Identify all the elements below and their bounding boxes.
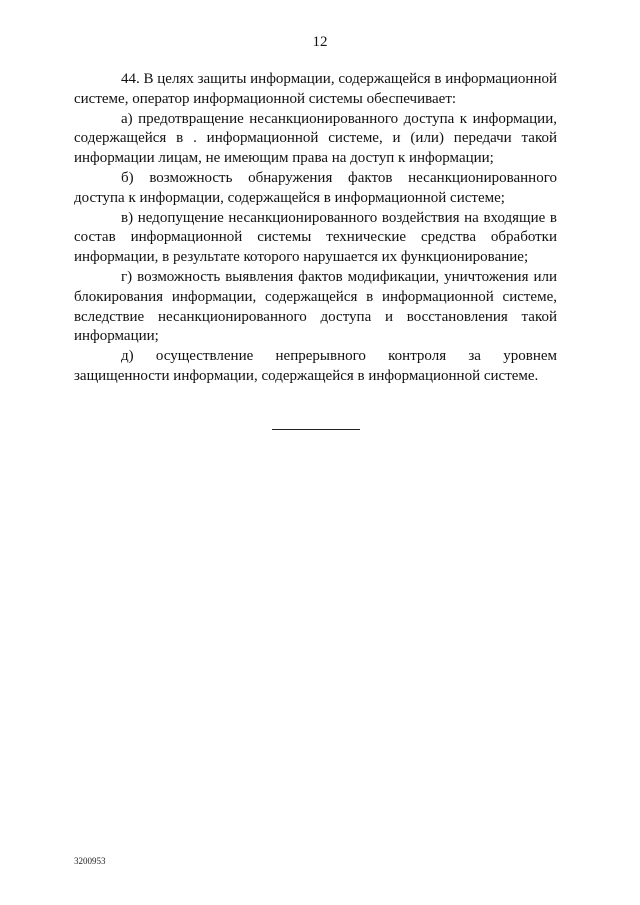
paragraph-item-b: б) возможность обнаружения фактов несанкционированного доступа к информации, содержащейся в информационной системе; (74, 169, 557, 206)
paragraph-item-v: в) недопущение несанкционированного воздействия на входящие в состав информационной системы технические средства обработки информации, в результате которого нарушается их функционирование; (74, 209, 557, 266)
page-number: 12 (312, 34, 328, 50)
end-divider-line (272, 429, 360, 430)
document-code: 3200953 (74, 856, 106, 866)
paragraph-item-d: д) осуществление непрерывного контроля за уровнем защищенности информации, содержащейся в информационной системе. (74, 348, 557, 384)
document-body (74, 70, 557, 387)
paragraph-item-a: а) предотвращение несанкционированного доступа к информации, содержащейся в . информационной системе, и (или) передачи такой информации лицам, не имеющим права на доступ к информации; (74, 110, 557, 167)
paragraph-44-intro: 44. В целях защиты информации, содержащейся в информационной системе, оператор информационной системы обеспечивает: (74, 71, 557, 107)
paragraph-item-g: г) возможность выявления фактов модификации, уничтожения или блокирования информации, содержащейся в информационной системе, вследствие несанкционированного доступа и восстановления такой информации; (74, 268, 557, 345)
